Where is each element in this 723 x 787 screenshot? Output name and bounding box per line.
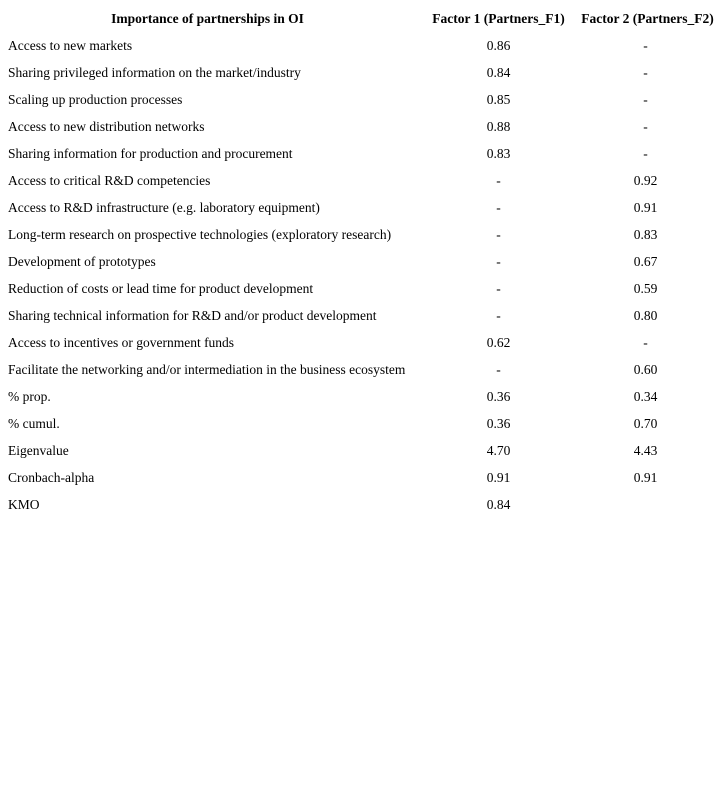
column-header-factor-2: Factor 2 (Partners_F2) <box>581 10 714 26</box>
row-label: Sharing information for production and procurement <box>8 145 293 161</box>
row-label: Cronbach-alpha <box>8 469 95 485</box>
row-label: Facilitate the networking and/or intermediation in the business ecosystem <box>8 361 406 377</box>
table-row <box>0 221 723 248</box>
factor-2-value: 0.83 <box>633 226 658 242</box>
table-body <box>0 32 723 518</box>
table-row <box>0 275 723 302</box>
factor-2-value: 0.70 <box>633 415 658 431</box>
factor-1-value: - <box>496 253 501 269</box>
table-row <box>0 86 723 113</box>
row-label: Reduction of costs or lead time for product development <box>8 280 314 296</box>
factor-loadings-table-container <box>0 5 723 518</box>
table-row <box>0 32 723 59</box>
factor-2-value: 0.80 <box>633 307 658 323</box>
row-label: Long-term research on prospective technologies (exploratory research) <box>8 226 392 242</box>
factor-1-value: - <box>496 307 501 323</box>
row-label: Access to R&D infrastructure (e.g. laboratory equipment) <box>8 199 320 215</box>
factor-2-value: - <box>643 64 648 80</box>
factor-2-value: - <box>643 118 648 134</box>
row-label: % cumul. <box>8 415 60 431</box>
table-row <box>0 167 723 194</box>
table-header <box>0 5 723 32</box>
factor-1-value: 0.83 <box>486 145 511 161</box>
factor-2-value: 0.91 <box>633 199 658 215</box>
table-row <box>0 194 723 221</box>
row-label: Eigenvalue <box>8 442 69 458</box>
factor-1-value: 0.88 <box>486 118 511 134</box>
table-row <box>0 302 723 329</box>
factor-1-value: 0.36 <box>486 415 511 431</box>
factor-2-value: - <box>643 91 648 107</box>
factor-2-value: - <box>643 334 648 350</box>
factor-1-value: 0.84 <box>486 64 511 80</box>
table-row <box>0 356 723 383</box>
row-label: Development of prototypes <box>8 253 156 269</box>
factor-2-value: 4.43 <box>633 442 658 458</box>
header-row <box>0 5 723 32</box>
factor-2-value: 0.34 <box>633 388 658 404</box>
table-row <box>0 248 723 275</box>
table-row <box>0 113 723 140</box>
table-row <box>0 491 723 518</box>
row-label: KMO <box>8 496 40 512</box>
factor-1-value: 4.70 <box>486 442 511 458</box>
factor-2-value <box>572 491 723 518</box>
factor-1-value: 0.85 <box>486 91 511 107</box>
row-label: % prop. <box>8 388 51 404</box>
factor-loadings-table <box>0 5 723 518</box>
factor-1-value: 0.62 <box>486 334 511 350</box>
factor-2-value: 0.60 <box>633 361 658 377</box>
row-label: Access to critical R&D competencies <box>8 172 211 188</box>
factor-1-value: - <box>496 280 501 296</box>
table-row <box>0 383 723 410</box>
factor-2-value: 0.59 <box>633 280 658 296</box>
factor-2-value: 0.91 <box>633 469 658 485</box>
factor-1-value: 0.84 <box>486 496 511 512</box>
factor-1-value: 0.86 <box>486 37 511 53</box>
table-row <box>0 410 723 437</box>
factor-1-value: 0.36 <box>486 388 511 404</box>
factor-1-value: - <box>496 226 501 242</box>
table-row <box>0 329 723 356</box>
column-header-importance: Importance of partnerships in OI <box>111 10 304 26</box>
factor-1-value: - <box>496 199 501 215</box>
table-row <box>0 437 723 464</box>
row-label: Access to new distribution networks <box>8 118 205 134</box>
table-row <box>0 59 723 86</box>
column-header-factor-1: Factor 1 (Partners_F1) <box>432 10 565 26</box>
table-row <box>0 140 723 167</box>
factor-1-value: - <box>496 361 501 377</box>
factor-1-value: - <box>496 172 501 188</box>
factor-2-value: 0.92 <box>633 172 658 188</box>
factor-1-value: 0.91 <box>486 469 511 485</box>
row-label: Access to new markets <box>8 37 133 53</box>
row-label: Sharing privileged information on the market/industry <box>8 64 301 80</box>
row-label: Access to incentives or government funds <box>8 334 235 350</box>
row-label: Sharing technical information for R&D and/or product development <box>8 307 377 323</box>
factor-2-value: - <box>643 37 648 53</box>
row-label: Scaling up production processes <box>8 91 183 107</box>
factor-2-value: 0.67 <box>633 253 658 269</box>
table-row <box>0 464 723 491</box>
factor-2-value: - <box>643 145 648 161</box>
